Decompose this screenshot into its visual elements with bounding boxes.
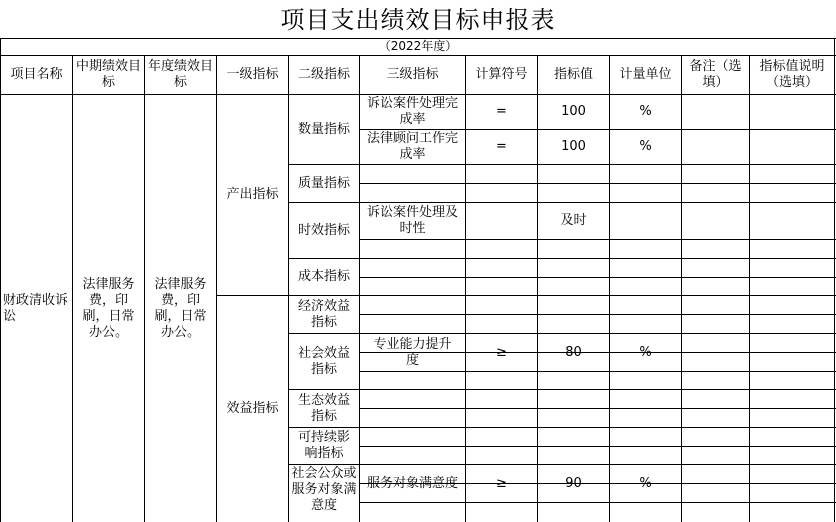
- level2-divider-sustainable: [288, 427, 836, 428]
- value-cell: 及时: [560, 213, 587, 228]
- row-divider: [359, 408, 836, 409]
- level2-quality: 质量指标: [297, 175, 350, 191]
- row-divider: [359, 314, 836, 315]
- value-cell: 100: [561, 104, 586, 119]
- symbol-cell: =: [496, 104, 507, 119]
- level2-cost: 成本指标: [297, 269, 350, 284]
- level2-sustainable: 可持续影响指标: [297, 430, 350, 461]
- level1-output: 产出指标: [226, 187, 279, 202]
- row-divider: [359, 502, 836, 503]
- year-label: （2022年度）: [378, 39, 458, 53]
- annual-goal: 法律服务费，印刷，日常办公。: [154, 276, 207, 340]
- header-project-name: 项目名称: [10, 67, 63, 82]
- header-indicator-value: 指标值: [553, 67, 593, 82]
- level3-cell: 诉讼案件处理及时性: [366, 205, 458, 236]
- row-divider: [359, 183, 836, 184]
- level3-cell: 服务对象满意度: [366, 475, 458, 491]
- level1-benefit: 效益指标: [226, 401, 279, 416]
- col-divider-10: [749, 55, 750, 522]
- unit-cell: [610, 203, 681, 239]
- symbol-cell: ≥: [496, 344, 507, 360]
- row-divider: [359, 277, 836, 278]
- header-annual-goal: 年度绩效目标: [147, 59, 213, 90]
- level2-satisfaction: 社会公众或服务对象满意度: [291, 466, 357, 513]
- header-remark: 备注（选填）: [689, 59, 742, 90]
- level2-divider-quality: [288, 164, 836, 165]
- row-divider: [359, 239, 836, 240]
- level2-quantity: 数量指标: [297, 121, 350, 137]
- performance-target-table: [0, 38, 836, 522]
- mid-term-goal: 法律服务费，印刷，日常办公。: [82, 276, 135, 340]
- level3-cell: 专业能力提升度: [373, 336, 452, 368]
- header-calc-symbol: 计算符号: [475, 67, 528, 82]
- level2-divider-ecological: [288, 389, 836, 390]
- level2-ecological: 生态效益指标: [297, 392, 350, 424]
- header-value-note: 指标值说明（选填）: [759, 59, 825, 90]
- symbol-cell: =: [496, 139, 507, 154]
- header-unit: 计量单位: [619, 67, 672, 82]
- header-level2: 二级指标: [297, 67, 350, 82]
- value-cell: 80: [565, 344, 582, 360]
- symbol-cell: ≥: [496, 475, 507, 491]
- row-divider: [359, 371, 836, 372]
- row-divider: [359, 446, 836, 447]
- unit-cell: %: [639, 344, 652, 360]
- header-mid-term-goal: 中期绩效目标: [75, 59, 141, 90]
- table-border-right: [834, 38, 835, 522]
- header-level1: 一级指标: [226, 67, 279, 82]
- header-level3: 三级指标: [386, 67, 439, 82]
- level2-timeliness: 时效指标: [297, 222, 350, 238]
- table-border-top: [0, 38, 836, 39]
- level3-cell: 诉讼案件处理完成率: [366, 96, 458, 127]
- unit-cell: %: [639, 139, 652, 154]
- level2-divider-cost: [288, 258, 836, 259]
- value-cell: 90: [565, 475, 582, 491]
- value-cell: 100: [561, 139, 586, 154]
- symbol-cell: [466, 203, 537, 239]
- col-divider-9: [681, 55, 682, 522]
- project-name: 财政清收诉讼: [3, 292, 69, 324]
- level2-social: 社会效益指标: [297, 345, 350, 377]
- unit-cell: %: [639, 104, 652, 119]
- form-title: 项目支出绩效目标申报表: [280, 6, 556, 34]
- level2-economic: 经济效益指标: [297, 298, 350, 330]
- unit-cell: %: [639, 475, 652, 491]
- level3-cell: 法律顾问工作完成率: [366, 131, 458, 162]
